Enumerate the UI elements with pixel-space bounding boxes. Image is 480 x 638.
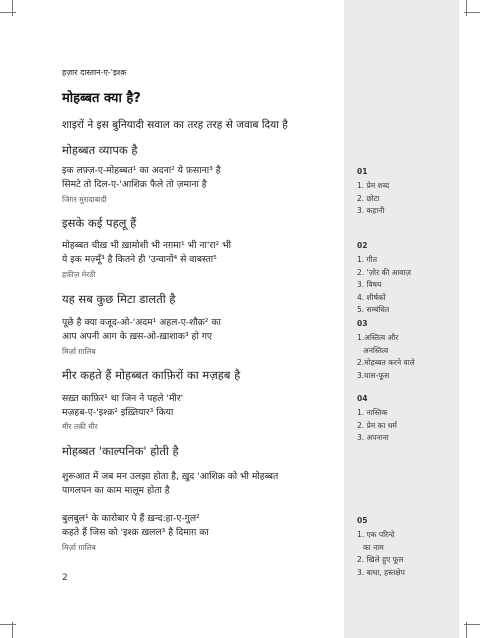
footnote-item: 2.मोहब्बत करने वाले	[357, 358, 415, 367]
crop-mark	[464, 12, 480, 13]
footnote-item: 3. अपनाना	[357, 433, 389, 442]
page-title: मोहब्बत क्या है?	[62, 91, 141, 106]
footnote-item: 3. विषय	[357, 280, 382, 289]
footnote-number: 04	[357, 394, 368, 403]
couplet	[62, 164, 221, 192]
verse-line: आप अपनी आग के ख़स-ओ-ख़ाशाक³ हो गए	[62, 331, 212, 342]
prose-line: शुरूआत में जब मन उलझा होता है, ख़ुद 'आशिक़ को भी मोहब्बत	[62, 471, 279, 482]
verse-line: ये इक मज़्मूँ³ है कितने ही 'उन्वानों⁴ से वाबस्ता⁵	[62, 254, 217, 265]
footnote-item: 2. खिले हुए फूल	[357, 555, 404, 564]
prose-line: पागलपन का काम मालूम होता है	[62, 485, 170, 496]
verse-line: मज़हब-ए-'इश्क़² इख़्तियार³ किया	[62, 407, 174, 418]
poet-name: मिर्ज़ा ग़ालिब	[62, 543, 96, 552]
footnote-item: 1. एक परिन्दे	[357, 530, 395, 539]
verse-line: कहते हैं जिस को 'इश्क़ ख़लल³ है दिमाग़ का	[62, 527, 209, 538]
section-heading: मीर कहते हैं मोहब्बत काफ़िरों का मज़हब है	[62, 368, 241, 382]
section-heading: यह सब कुछ मिटा डालती है	[62, 292, 176, 306]
couplet	[62, 392, 183, 420]
footnote-item: 5. सम्बंधित	[357, 305, 390, 314]
crop-mark	[0, 624, 16, 625]
footnote-item: 2. प्रेम का धर्म	[357, 420, 397, 430]
footnote-item: का नाम	[363, 542, 384, 552]
couplet	[62, 512, 209, 540]
crop-mark	[12, 0, 13, 16]
footnote-item: 2. 'ज़ोर की आवाज़	[357, 267, 411, 277]
crop-mark	[466, 0, 467, 16]
footnote-block	[357, 318, 457, 382]
footnote-number: 03	[357, 319, 368, 328]
intro-text: शाइरों ने इस बुनियादी सवाल का तरह तरह से जवाब दिया है	[62, 119, 288, 131]
footnote-item: 4. शीर्षकों	[357, 292, 386, 302]
verse-line: मोहब्बत चीख़ भी ख़ामोशी भी नग़मा¹ भी ना'रा² भी	[62, 240, 231, 251]
poet-name: मीर तक़ी मीर	[62, 422, 98, 431]
verse-line: सिमटे तो दिल-ए-'आशिक़ फैले तो ज़माना है	[62, 179, 207, 190]
verse-line: बुलबुल¹ के कारोबार पे हैं ख़न्द:हा-ए-गुल²	[62, 513, 200, 524]
crop-mark	[0, 12, 16, 13]
footnote-item: 3. बाधा, हस्तक्षेप	[357, 567, 405, 577]
footnote-block	[357, 166, 457, 218]
footnote-item: 3.घास-फूस	[357, 370, 390, 380]
running-head: हज़ार दास्तान-ए-'इश्क़	[62, 68, 127, 77]
crop-mark	[464, 624, 480, 625]
footnote-item: अनस्तित्व	[363, 345, 389, 355]
footnote-block	[357, 515, 457, 579]
couplet	[62, 316, 221, 344]
verse-line: पूछे है क्या वजूद-ओ-'अदम¹ अहल-ए-शौक़² का	[62, 317, 221, 328]
footnote-block	[357, 240, 457, 317]
footnote-number: 05	[357, 516, 368, 525]
footnote-item: 1.अस्तित्व और	[357, 333, 399, 342]
footnote-item: 2. छोटा	[357, 193, 380, 203]
verse-line: सख़्त काफ़िर¹ था जिन ने पहले 'मीर'	[62, 393, 184, 404]
prose-paragraph	[62, 470, 278, 498]
couplet	[62, 239, 231, 267]
footnote-number: 02	[357, 241, 368, 250]
footnote-item: 3. कहानी	[357, 206, 385, 215]
poet-name: जिगर मुरादाबादी	[62, 195, 107, 204]
section-heading: मोहब्बत 'काल्पनिक' होती है	[62, 444, 179, 458]
verse-line: इक लफ़्ज़-ए-मोहब्बत¹ का अदना² ये फ़साना³ है	[62, 165, 221, 176]
footnote-item: 1. नास्तिक	[357, 408, 388, 417]
footnote-item: 1. गीत	[357, 255, 377, 264]
section-heading: इसके कई पहलू हैं	[62, 216, 137, 230]
footnote-item: 1. प्रेम शब्द	[357, 181, 390, 190]
poet-name: हफ़ीज़ मेरठी	[62, 270, 96, 279]
footnote-number: 01	[357, 167, 368, 176]
footnote-block	[357, 393, 457, 445]
page-number: 2	[62, 573, 68, 583]
poet-name: मिर्ज़ा ग़ालिब	[62, 347, 96, 356]
section-heading: मोहब्बत व्यापक है	[62, 143, 138, 157]
